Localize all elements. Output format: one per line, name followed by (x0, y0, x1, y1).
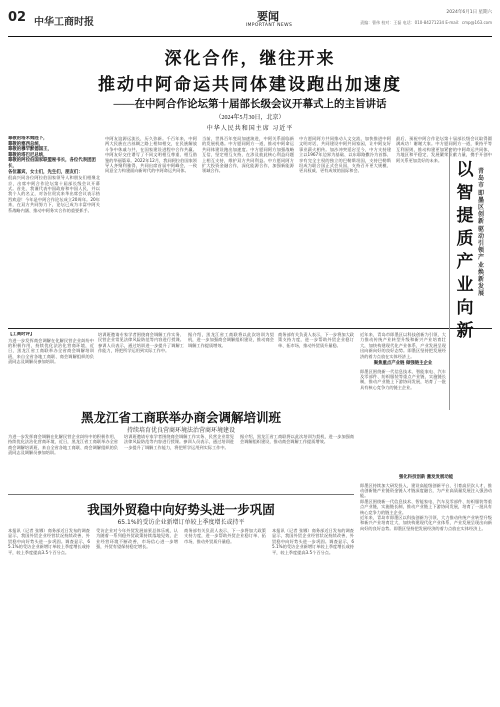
side-feature-text: 近年来，青岛市即墨区以科技创新为引领，大力推动传统产业转型升级和新兴产业培育壮大，加快构建现代化产业体系，产业发展呈现出向新向好的良好态势。即墨区坚持把发展经济的着力点放在实体经济上。 (360, 332, 446, 359)
side-feature-subheading: 强化科技创新 激发发展动能 (398, 475, 454, 480)
paper-name: 中华工商时报 (34, 17, 94, 28)
story3-text: 本报讯（记者 张娜）商务部近日发布的调查显示，我国外贸企业经营状况持续改善，外贸稳中向好势头进一步巩固。调查显示，65.1%的受访企业新增订单较上季度增长或持平，较上季度提高3.5个百分点。 (272, 528, 354, 555)
lead-headline-1: 深化合作，继往开来 (164, 49, 336, 68)
story3-column-4 (272, 528, 354, 696)
page-number: 02 (8, 10, 27, 25)
lead-column-1 (8, 136, 100, 324)
lead-body-text: 中方愿同阿方共同推动人文交流，加快推进中阿文明对话，共同建设中阿共同家园，让中阿友好事业薪火相传。加沙冲突延宕至今，中方支持建立以1967年边界为基础、以东耶路撒冷为首都、享有完全主权的独立的巴勒斯坦国，支持巴勒斯坦成为联合国正式会员国，支持召开更大规模、更具权威、更有成效的国际和会。 (299, 136, 391, 174)
middle-column-2 (98, 332, 184, 404)
title-char: 以 (456, 160, 474, 179)
title-char: 提 (456, 206, 474, 225)
story2-text: 培训班邀请专家学者围绕商会调解工作实务、民营企业常见法律风险防范等内容进行授课。参训人员表示，通过培训进一步提升了调解工作能力，将把所学运用到实际工作中。 (124, 434, 234, 450)
page-header (8, 6, 492, 36)
story3-subheading: 65.1%的受访企业新增订单较上季度增长或持平 (117, 519, 245, 526)
story2-column-3 (240, 434, 354, 490)
story2-column-2 (124, 434, 234, 490)
title-char: 智 (456, 183, 474, 202)
story2-subheading: 持续培育优良营商环境法治营商环境建设 (126, 427, 235, 434)
salutation-line: 尊敬的塞西总统， (8, 141, 44, 147)
title-char: 业 (456, 275, 474, 294)
salutation-line: 尊敬的塔米姆陛下， (8, 136, 48, 141)
title-char: 质 (456, 229, 474, 248)
lead-headline-3: ——在中阿合作论坛第十届部长级会议开幕式上的主旨讲话 (113, 99, 387, 110)
middle-text: 据介绍，黑龙江省工商联将以此次培训为契机，进一步加强商会调解组织建设，推动商会调解工作提质增效。 (188, 332, 274, 348)
commentary-tag: 【工商时评】 (8, 332, 35, 337)
lead-dateline: （2024年5月30日，北京） (215, 115, 285, 121)
side-feature-subheading: 聚焦重点产业链 做强链主企业 (373, 361, 433, 367)
vertical-divider (449, 148, 450, 410)
story3-column-2 (96, 528, 178, 696)
middle-text: 培训班邀请专家学者围绕商会调解工作实务、民营企业常见法律风险防范等内容进行授课。参训人员表示，通过培训进一步提升了调解工作能力，将把所学运用到实际工作中。 (98, 332, 184, 354)
side-feature-text: 即墨区围绕新一代信息技术、智能家电、汽车及零部件、纺织服装等重点产业链，实施链长制，推动产业链上下游协同发展，培育了一批具有核心竞争力的链主企业。 (360, 498, 492, 515)
story2-text: 为进一步发挥商会调解在化解民营企业纠纷中的积极作用，持续优化法治化营商环境，近日，黑龙江省工商联举办全省商会调解培训班，来自全省各地工商联、商会调解组织的负责同志及调解员参加培训。 (8, 434, 118, 456)
header-rule (8, 36, 492, 37)
section-title: 要闻 (257, 10, 279, 23)
story3-text: 受访企业对今年外贸发展前景总体乐观，认为随着一系列稳外贸政策持续落地见效，企业经营环境不断改善，市场信心进一步增强，外贸有望保持稳定增长。 (96, 528, 178, 550)
title-char: 产 (456, 252, 474, 271)
lead-body-text: 中阿友谊源远流长，历久弥新。千百年来，中阿两大民族在古丝绸之路上相知相交，在民族解放斗争中休戚与共，在国家建设进程中合作共赢。中阿友好交往谱写了不同文明相互尊重、相互借鉴的华丽篇章。2022年12月，我同阿拉伯国家领导人齐聚利雅得，共同出席首届中阿峰会，一致同意全力构建面向新时代的中阿命运共同体。 (105, 136, 197, 174)
lead-column-3 (202, 136, 294, 324)
commentary-text: 为进一步发挥商会调解在化解民营企业纠纷中的积极作用，持续优化法治化营商环境，近日，黑龙江省工商联举办全省商会调解培训班，来自全省各地工商联、商会调解组织的负责同志及调解员参加培训。 (8, 337, 94, 365)
title-char: 新 (456, 321, 474, 340)
lead-body-text: 最后，预祝中阿合作论坛第十届部长级会议取得圆满成功！谢谢大家。中方愿同阿方一道，秉持平等互利原则，推动构建更加紧密的中阿命运共同体，为地区和平稳定、发展繁荣贡献力量，携手开创中阿关系更加美好的未来。 (396, 136, 492, 163)
title-char: 向 (456, 298, 474, 317)
story3-text: 商务部有关负责人表示，下一步将加大政策支持力度，进一步帮助外贸企业稳订单、拓市场，推动外贸质升量稳。 (184, 528, 266, 544)
story3-text: 本报讯（记者 张娜）商务部近日发布的调查显示，我国外贸企业经营状况持续改善，外贸稳中向好势头进一步巩固。调查显示，65.1%的受访企业新增订单较上季度增长或持平，较上季度提高3.5个百分点。 (8, 528, 90, 555)
salutation-line: 尊敬的阿拉伯国家联盟秘书长，各位代表团团长， (8, 158, 96, 169)
lead-body-text: 很高兴同各位阿拉伯国家领导人和朋友们相聚北京，出席中阿合作论坛第十届部长级会议开幕式。首先，我谨代表中国政府和中国人民，并以我个人的名义，对各位贵宾来华出席会议表示热烈欢迎！今年是中阿合作论坛成立20周年。20年来，在双方共同努力下，论坛已成为丰富中阿关系战略内涵、推动中阿务实合作的重要抓手。 (8, 175, 100, 213)
story3-headline: 我国外贸稳中向好势头进一步巩固 (87, 503, 275, 517)
lead-column-2 (105, 136, 197, 324)
story2-headline: 黑龙江省工商联举办商会调解培训班 (80, 411, 281, 425)
middle-column-3 (188, 332, 274, 404)
middle-text: 商务部有关负责人表示，下一步将加大政策支持力度，进一步帮助外贸企业稳订单、拓市场，推动外贸质升量稳。 (278, 332, 354, 348)
date-line: 2024年6月1日 星期六 (446, 10, 492, 15)
story2-text: 据介绍，黑龙江省工商联将以此次培训为契机，进一步加强商会调解组织建设，推动商会调解工作提质增效。 (240, 434, 354, 445)
salutation-list (8, 136, 100, 175)
lead-author: 中华人民共和国主席 习近平 (206, 126, 294, 132)
story-rule (8, 494, 354, 495)
section-subtitle: IMPORTANT NEWS (245, 23, 293, 28)
side-feature-intro (360, 332, 446, 470)
lead-column-4 (299, 136, 391, 324)
salutation-line: 尊敬的穆罕默德国王， (8, 147, 52, 153)
section-rule (8, 328, 492, 329)
side-feature-text: 近年来，青岛市即墨区以科技创新为引领，大力推动传统产业转型升级和新兴产业培育壮大，加快构建现代化产业体系，产业发展呈现出向新向好的良好态势。即墨区坚持把发展经济的着力点放在实体经济上。 (360, 515, 492, 531)
newspaper-page (8, 6, 492, 701)
middle-column-4 (278, 332, 354, 404)
side-feature-text: 即墨区持续加大研发投入，建设高能级创新平台，引育高层次人才，推动创新链产业链资金链人才链深度融合，为产业高质量发展注入强劲动能。 (360, 482, 492, 499)
side-feature-text: 即墨区围绕新一代信息技术、智能家电、汽车及零部件、纺织服装等重点产业链，实施链长制，推动产业链上下游协同发展，培育了一批具有核心竞争力的链主企业。 (360, 368, 446, 390)
lead-body-text: 当前，世界百年变局加速演进，中阿关系面临新的发展机遇。中方愿同阿方一道，推动中阿命运共同体建设跑出加速度。中方愿同阿方加强战略互信，坚定相互支持，在涉及彼此核心利益问题上相互支持，维护双方共同利益。中方愿同阿方扩大投资金融合作，深化能源合作，加强新能源领域合作。 (202, 136, 294, 174)
side-feature-subtitle: 青岛市即墨区创新驱动引领产业焕新发展 (478, 168, 485, 298)
salutation-line: 各位嘉宾，女士们，先生们，朋友们： (8, 169, 83, 175)
lead-headline-2: 推动中阿命运共同体建设跑出加速度 (98, 75, 402, 94)
side-feature-lower (360, 474, 492, 698)
commentary-column (8, 332, 94, 404)
salutation-line: 尊敬的塔巴尼总统， (8, 152, 48, 158)
story3-column-1 (8, 528, 90, 696)
story3-column-3 (184, 528, 266, 696)
story2-column-1 (8, 434, 118, 490)
editor-line: 责编：曹伟 校对：王磊 电话：010-84271234 E-mail：cmp@163.com (360, 20, 492, 25)
